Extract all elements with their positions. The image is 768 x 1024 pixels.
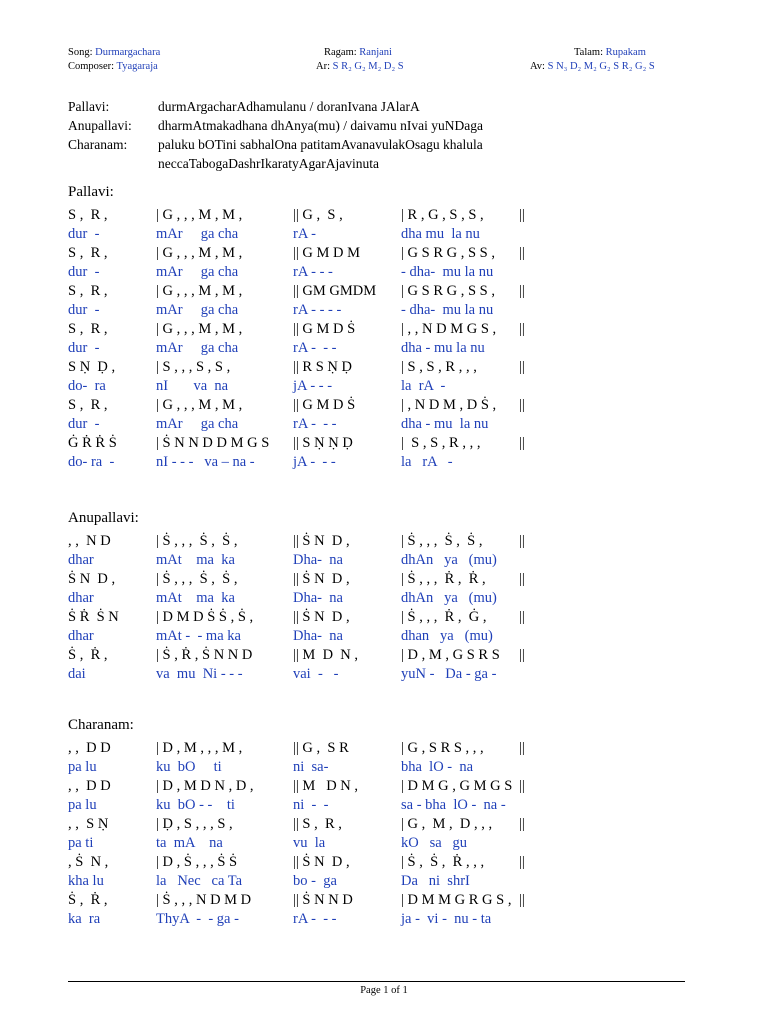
swara-cell: | R , G , S , S , xyxy=(401,207,484,223)
swara-cell: S , R , xyxy=(68,397,108,413)
ragam-label: Ragam: xyxy=(324,47,357,58)
lyric-cell: pa lu xyxy=(68,797,97,813)
ragam-info xyxy=(324,47,392,58)
swara-cell: | D , M , , , M , xyxy=(156,740,243,756)
section-title: Anupallavi: xyxy=(68,510,139,526)
lyric-row xyxy=(68,590,538,610)
lyric-cell: Dha- na xyxy=(293,552,343,568)
swara-cell: || xyxy=(519,245,525,261)
lyric-row xyxy=(68,835,538,855)
composer-info xyxy=(68,61,158,72)
lyric-cell: mAt ma ka xyxy=(156,590,235,606)
lyric-cell: dur - xyxy=(68,302,100,318)
lyric-cell: mAt ma ka xyxy=(156,552,235,568)
lyric-cell: rA - xyxy=(293,226,316,242)
lyric-cell: mAr ga cha xyxy=(156,226,239,242)
lyric-row xyxy=(68,797,538,817)
lyric-cell: dur - xyxy=(68,226,100,242)
swara-cell: | Ṡ , , , Ṙ , Ġ , xyxy=(401,609,487,625)
swara-cell: | S , , , S , S , xyxy=(156,359,231,375)
swara-cell: | , N D M , D Ṡ , xyxy=(401,397,497,413)
swara-cell: || G M D Ṡ xyxy=(293,397,356,413)
swara-cell: || M D N , xyxy=(293,778,359,794)
swara-cell: Ṡ , Ṙ , xyxy=(68,647,108,663)
swara-cell: | Ṡ N N D D M G S xyxy=(156,435,270,451)
lyric-cell: dhar xyxy=(68,628,94,644)
lyric-cell: ThyA - - ga - xyxy=(156,911,239,927)
swara-cell: | Ḍ , S , , , S , xyxy=(156,816,233,832)
lyric-cell: mAr ga cha xyxy=(156,264,239,280)
lyric-cell: pa ti xyxy=(68,835,94,851)
lyric-cell: rA - - - - xyxy=(293,302,342,318)
lyric-cell: vu la xyxy=(293,835,326,851)
lyric-cell: rA - - - xyxy=(293,340,337,356)
swara-cell: | D , Ṡ , , , Ṡ Ṡ xyxy=(156,854,238,870)
swara-cell: || Ṡ N D , xyxy=(293,609,350,625)
swara-cell: || M D N , xyxy=(293,647,359,663)
swara-cell: | Ṡ , , , Ṙ , Ṙ , xyxy=(401,571,486,587)
swara-cell: | Ṡ , , , Ṡ , Ṡ , xyxy=(156,571,238,587)
lyrics-summary xyxy=(68,97,483,173)
lyric-row xyxy=(68,911,538,931)
swara-cell: | D M G , G M G S xyxy=(401,778,513,794)
lyric-cell: mAr ga cha xyxy=(156,416,239,432)
swara-cell: | G , , , M , M , xyxy=(156,245,243,261)
swara-row xyxy=(68,321,538,341)
swara-row xyxy=(68,207,538,227)
lyric-cell: dhar xyxy=(68,590,94,606)
swara-cell: S , R , xyxy=(68,321,108,337)
summary-label: Pallavi: xyxy=(68,99,110,114)
lyric-row xyxy=(68,759,538,779)
swara-cell: Ṡ , Ṙ , xyxy=(68,892,108,908)
lyric-cell: - dha- mu la nu xyxy=(401,264,494,280)
swara-cell: | G , , , M , M , xyxy=(156,321,243,337)
swara-cell: S , R , xyxy=(68,207,108,223)
swara-cell: | Ṡ , Ṡ , Ṙ , , , xyxy=(401,854,485,870)
swara-cell: | G , , , M , M , xyxy=(156,397,243,413)
swara-cell: | G , M , D , , , xyxy=(401,816,493,832)
swara-cell: S , R , xyxy=(68,283,108,299)
swara-cell: | G , S R S , , , xyxy=(401,740,484,756)
swara-cell: || xyxy=(519,816,525,832)
swara-cell: || Ṡ N D , xyxy=(293,533,350,549)
swara-cell: Ġ Ṙ Ṙ Ṡ xyxy=(68,435,117,451)
swara-cell: || R S Ṇ Ḍ xyxy=(293,359,352,375)
swara-cell: || xyxy=(519,359,525,375)
swara-cell: | D , M D N , D , xyxy=(156,778,254,794)
lyric-cell: jA - - - xyxy=(293,454,336,470)
arohanam-notes: S R₂ G₂ M₂ D₂ S xyxy=(332,61,404,72)
lyric-cell: ku bO - - ti xyxy=(156,797,235,813)
lyric-cell: kO sa gu xyxy=(401,835,468,851)
swara-cell: | S , S , R , , , xyxy=(401,435,481,451)
swara-cell: || S , R , xyxy=(293,816,342,832)
lyric-cell: ta mA na xyxy=(156,835,223,851)
swara-cell: || xyxy=(519,435,525,451)
swara-row xyxy=(68,359,538,379)
swara-cell: || xyxy=(519,892,525,908)
lyric-cell: mAr ga cha xyxy=(156,302,239,318)
lyric-row xyxy=(68,340,538,360)
swara-cell: | G , , , M , M , xyxy=(156,283,243,299)
lyric-cell: Dha- na xyxy=(293,628,343,644)
swara-row xyxy=(68,647,538,667)
swara-cell: Ṡ N D , xyxy=(68,571,116,587)
swara-cell: | , , N D M G S , xyxy=(401,321,497,337)
swara-cell: || S Ṇ Ṇ Ḍ xyxy=(293,435,353,451)
swara-cell: || xyxy=(519,533,525,549)
lyric-cell: la Nec ca Ta xyxy=(156,873,243,889)
arohanam-label: Ar: xyxy=(316,61,330,72)
lyric-row xyxy=(68,264,538,284)
lyric-cell: bha lO - na xyxy=(401,759,474,775)
lyric-cell: Dha- na xyxy=(293,590,343,606)
swara-cell: | G S R G , S S , xyxy=(401,283,495,299)
lyric-row xyxy=(68,666,538,686)
swara-cell: || xyxy=(519,397,525,413)
lyric-cell: sa - bha lO - na - xyxy=(401,797,506,813)
lyric-cell: rA - - - xyxy=(293,416,337,432)
ragam-name: Ranjani xyxy=(359,47,392,58)
section-title: Pallavi: xyxy=(68,184,114,200)
swara-cell: || xyxy=(519,283,525,299)
song-name: Durmargachara xyxy=(95,47,161,58)
swara-cell: || Ṡ N D , xyxy=(293,571,350,587)
swara-cell: , , N D xyxy=(68,533,111,549)
composer-label: Composer: xyxy=(68,61,115,72)
lyric-row xyxy=(68,226,538,246)
swara-row xyxy=(68,892,538,912)
lyric-cell: dhar xyxy=(68,552,94,568)
lyric-row xyxy=(68,873,538,893)
lyric-cell: va mu Ni - - - xyxy=(156,666,243,682)
swara-row xyxy=(68,245,538,265)
lyric-cell: ja - vi - nu - ta xyxy=(401,911,492,927)
swara-cell: , , S Ṇ xyxy=(68,816,109,832)
lyric-cell: jA - - - xyxy=(293,378,333,394)
lyric-cell: nI - - - va – na - xyxy=(156,454,255,470)
swara-cell: | D , M , G S R S xyxy=(401,647,500,663)
page-footer: Page 1 of 1 xyxy=(360,985,408,996)
swara-cell: || G M D M xyxy=(293,245,361,261)
swara-cell: || xyxy=(519,207,525,223)
swara-cell: Ṡ Ṙ Ṡ N xyxy=(68,609,119,625)
swara-cell: | G S R G , S S , xyxy=(401,245,495,261)
summary-text: paluku bOTini sabhalOna patitamAvanavulakOsagu khalula xyxy=(158,137,483,152)
swara-cell: || xyxy=(519,778,525,794)
talam-name: Rupakam xyxy=(605,47,646,58)
swara-cell: , , D D xyxy=(68,740,111,756)
swara-cell: || G , S R xyxy=(293,740,349,756)
lyric-cell: mAr ga cha xyxy=(156,340,239,356)
arohanam-info xyxy=(316,61,404,72)
lyric-row xyxy=(68,378,538,398)
summary-row xyxy=(68,97,483,116)
lyric-cell: dha mu la nu xyxy=(401,226,480,242)
lyric-cell: la rA - xyxy=(401,454,453,470)
lyric-cell: bo - ga xyxy=(293,873,337,889)
swara-cell: | Ṡ , , , Ṡ , Ṡ , xyxy=(401,533,483,549)
swara-row xyxy=(68,609,538,629)
lyric-cell: ku bO ti xyxy=(156,759,222,775)
lyric-cell: la rA - xyxy=(401,378,446,394)
summary-label: Charanam: xyxy=(68,137,128,152)
talam-label: Talam: xyxy=(574,47,604,58)
lyric-cell: dur - xyxy=(68,416,100,432)
summary-row xyxy=(68,154,483,173)
lyric-cell: dhAn ya (mu) xyxy=(401,552,497,568)
swara-cell: || xyxy=(519,647,525,663)
lyric-cell: mAt - - ma ka xyxy=(156,628,241,644)
swara-cell: || xyxy=(519,321,525,337)
swara-cell: || G M D Ṡ xyxy=(293,321,356,337)
swara-row xyxy=(68,816,538,836)
lyric-cell: dha - mu la nu xyxy=(401,416,489,432)
lyric-cell: dha - mu la nu xyxy=(401,340,485,356)
summary-text: neccaTabogaDashrIkaratyAgarAjavinuta xyxy=(158,156,379,171)
lyric-row xyxy=(68,416,538,436)
swara-row xyxy=(68,740,538,760)
swara-cell: || GM GMDM xyxy=(293,283,377,299)
avarohanam-info xyxy=(530,61,655,72)
lyric-row xyxy=(68,552,538,572)
swara-cell: || xyxy=(519,571,525,587)
swara-cell: S , R , xyxy=(68,245,108,261)
swara-cell: S Ṇ Ḍ , xyxy=(68,359,116,375)
lyric-cell: pa lu xyxy=(68,759,97,775)
song-label: Song: xyxy=(68,47,93,58)
lyric-cell: vai - - xyxy=(293,666,339,682)
lyric-cell: ni sa- xyxy=(293,759,329,775)
swara-cell: | D M M G R G S , xyxy=(401,892,512,908)
lyric-cell: rA - - - xyxy=(293,264,333,280)
lyric-cell: do- ra - xyxy=(68,454,115,470)
swara-cell: | Ṡ , Ṙ , Ṡ N N D xyxy=(156,647,253,663)
lyric-cell: Da ni shrI xyxy=(401,873,470,889)
avarohanam-label: Av: xyxy=(530,61,545,72)
talam-info xyxy=(574,47,646,58)
lyric-row xyxy=(68,454,538,474)
lyric-row xyxy=(68,628,538,648)
swara-cell: | Ṡ , , , Ṡ , Ṡ , xyxy=(156,533,238,549)
swara-row xyxy=(68,571,538,591)
section-title: Charanam: xyxy=(68,717,134,733)
lyric-cell: do- ra xyxy=(68,378,106,394)
swara-row xyxy=(68,435,538,455)
swara-cell: || Ṡ N N D xyxy=(293,892,353,908)
swara-row xyxy=(68,397,538,417)
song-info xyxy=(68,47,160,58)
lyric-cell: dai xyxy=(68,666,86,682)
summary-text: durmArgacharAdhamulanu / doranIvana JAlarA xyxy=(158,99,420,114)
swara-cell: | Ṡ , , , N D M D xyxy=(156,892,252,908)
swara-cell: || xyxy=(519,609,525,625)
lyric-cell: ka ra xyxy=(68,911,101,927)
footer-rule xyxy=(68,981,685,982)
swara-cell: || xyxy=(519,854,525,870)
lyric-cell: dhan ya (mu) xyxy=(401,628,493,644)
swara-cell: , , D D xyxy=(68,778,111,794)
lyric-cell: rA - - - xyxy=(293,911,337,927)
lyric-cell: dur - xyxy=(68,264,100,280)
summary-label xyxy=(68,154,158,173)
lyric-cell: dhAn ya (mu) xyxy=(401,590,497,606)
swara-cell: || G , S , xyxy=(293,207,343,223)
swara-row xyxy=(68,778,538,798)
lyric-cell: dur - xyxy=(68,340,100,356)
swara-cell: | S , S , R , , , xyxy=(401,359,477,375)
swara-row xyxy=(68,854,538,874)
lyric-cell: yuN - Da - ga - xyxy=(401,666,497,682)
swara-cell: || Ṡ N D , xyxy=(293,854,350,870)
swara-row xyxy=(68,533,538,553)
summary-label: Anupallavi: xyxy=(68,118,132,133)
summary-text: dharmAtmakadhana dhAnya(mu) / daivamu nIvai yuNDaga xyxy=(158,118,484,133)
lyric-cell: nI va na xyxy=(156,378,229,394)
lyric-row xyxy=(68,302,538,322)
swara-cell: | G , , , M , M , xyxy=(156,207,243,223)
summary-row xyxy=(68,116,483,135)
swara-cell: || xyxy=(519,740,525,756)
summary-row xyxy=(68,135,483,154)
swara-cell: , Ṡ N , xyxy=(68,854,109,870)
lyric-cell: ni - - xyxy=(293,797,329,813)
swara-cell: | D M D Ṡ Ṡ , Ṡ , xyxy=(156,609,254,625)
swara-row xyxy=(68,283,538,303)
lyric-cell: kha lu xyxy=(68,873,104,889)
lyric-cell: - dha- mu la nu xyxy=(401,302,494,318)
avarohanam-notes: S N₃ D₂ M₂ G₂ S R₂ G₂ S xyxy=(547,61,655,72)
composer-name: Tyagaraja xyxy=(116,61,158,72)
